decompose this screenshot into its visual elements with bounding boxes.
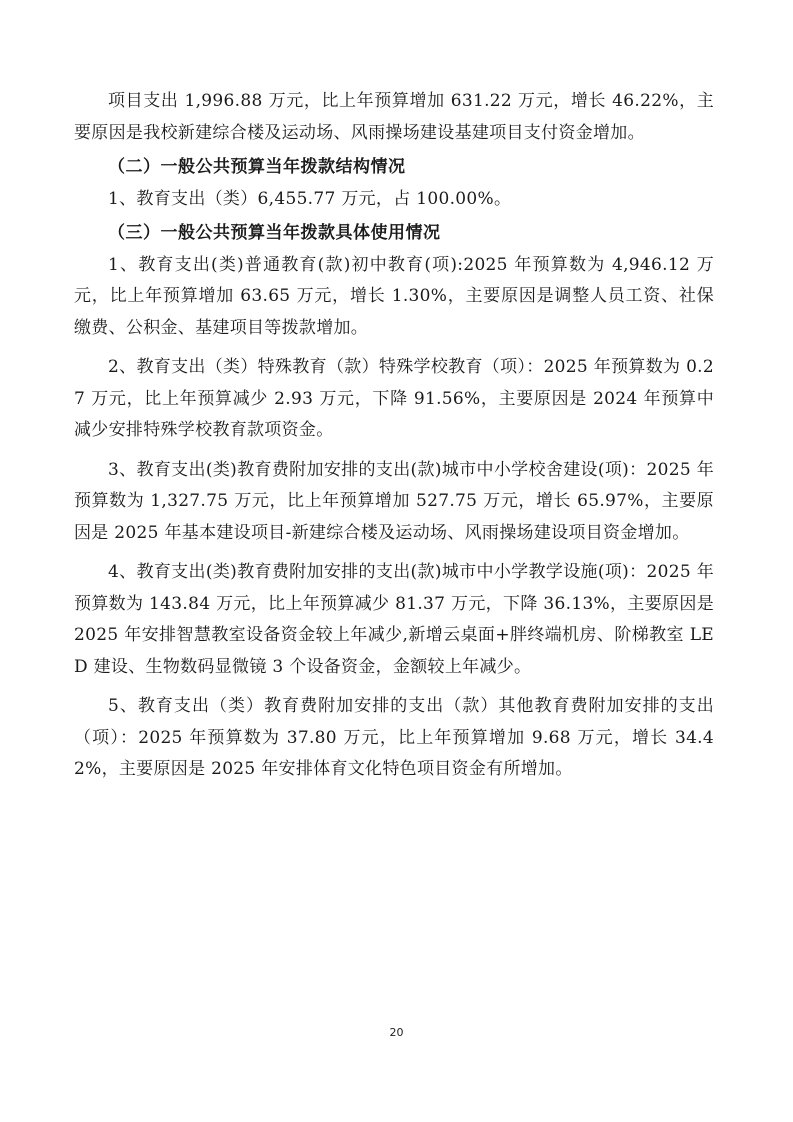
paragraph-usage-item-5: 5、教育支出（类）教育费附加安排的支出（款）其他教育费附加安排的支出（项）：2025 年预算数为 37.80 万元，比上年预算增加 9.68 万元，增长 34.42%，主要原因是 2025 年安排体育文化特色项目资金有所增加。: [74, 696, 714, 779]
paragraph-usage-item-4: 4、教育支出(类)教育费附加安排的支出(款)城市中小学教学设施(项)：2025 年预算数为 143.84 万元，比上年预算减少 81.37 万元，下降 36.13%，主要原因是2025 年安排智慧教室设备资金较上年减少,新增云桌面+胖终端机房、阶梯教室 LED 建设、生物数码显微镜 3 个设备资金，金额较上年减少。: [74, 562, 714, 677]
section-heading-usage: （三）一般公共预算当年拨款具体使用情况: [108, 222, 441, 243]
paragraph-usage-item-2: 2、教育支出（类）特殊教育（款）特殊学校教育（项）：2025 年预算数为 0.27 万元，比上年预算减少 2.93 万元，下降 91.56%，主要原因是 2024 年预算中减少安排特殊学校教育款项资金。: [74, 357, 714, 440]
page-body: [74, 86, 714, 786]
section-heading-structure: （二）一般公共预算当年拨款结构情况: [108, 157, 406, 177]
paragraph-project-expenditure: 项目支出 1,996.88 万元，比上年预算增加 631.22 万元，增长 46.22%，主要原因是我校新建综合楼及运动场、风雨操场建设基建项目支付资金增加。: [74, 91, 714, 143]
paragraph-usage-item-3: 3、教育支出(类)教育费附加安排的支出(款)城市中小学校舍建设(项)：2025 年预算数为 1,327.75 万元，比上年预算增加 527.75 万元，增长 65.97%，主要原因是 2025 年基本建设项目-新建综合楼及运动场、风雨操场建设项目资金增加。: [74, 459, 714, 543]
page-number: 20: [389, 1026, 404, 1039]
paragraph-structure-item-1: 1、教育支出（类）6,455.77 万元，占 100.00%。: [108, 189, 512, 209]
paragraph-usage-item-1: 1、教育支出(类)普通教育(款)初中教育(项):2025 年预算数为 4,946.12 万元，比上年预算增加 63.65 万元，增长 1.30%，主要原因是调整人员工资、社保缴费、公积金、基建项目等拨款增加。: [74, 254, 714, 338]
